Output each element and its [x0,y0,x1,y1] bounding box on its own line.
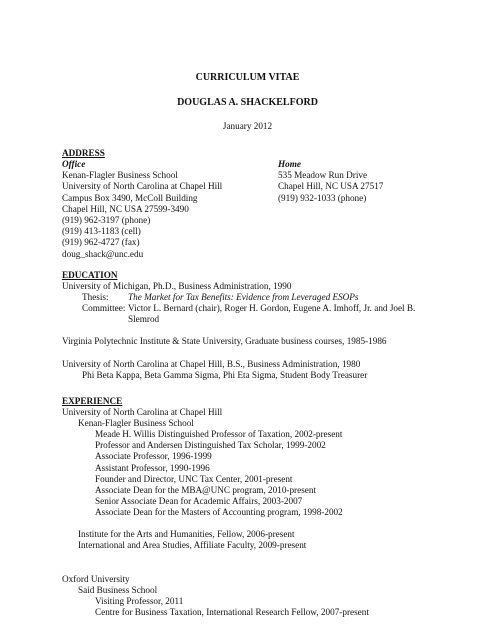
document-date: January 2012 [222,121,273,131]
office-line: (919) 962-3197 (phone) [62,214,151,225]
list-item: Institute for the Arts and Humanities, Fellow, 2006-present [78,529,295,539]
list-item: Professor and Andersen Distinguished Tax Scholar, 1999-2002 [95,440,326,451]
address-heading: ADDRESS [62,148,105,158]
committee-members-cont: Slemrod [128,314,160,324]
list-item: Associate Dean for the Masters of Accounting program, 1998-2002 [95,507,343,518]
home-line: Chapel Hill, NC USA 27517 [278,181,384,192]
oxford-roles-list [95,596,369,618]
experience-unc: University of North Carolina at Chapel Hill [62,407,223,417]
education-heading: EDUCATION [62,270,118,280]
office-address-block [62,159,222,260]
document-title: CURRICULUM VITAE [195,72,300,83]
other-unc-roles [78,529,306,551]
home-label: Home [278,159,301,169]
office-line: (919) 962-4727 (fax) [62,237,140,248]
office-line: Chapel Hill, NC USA 27599-3490 [62,203,189,214]
list-item: Associate Professor, 1996-1999 [95,451,212,462]
thesis-label: Thesis: [82,292,109,302]
office-line: Kenan-Flagler Business School [62,170,178,181]
experience-said: Said Business School [78,585,158,595]
list-item: Meade H. Willis Distinguished Professor of Taxation, 2002-present [95,429,343,439]
experience-kenan: Kenan-Flagler Business School [78,418,194,428]
list-item: Assistant Professor, 1990-1996 [95,462,210,473]
home-line: (919) 932-1033 (phone) [278,192,367,203]
kenan-roles-list [95,429,343,519]
office-line: (919) 413-1183 (cell) [62,226,141,237]
list-item: Senior Associate Dean for Academic Affairs, 2003-2007 [95,496,303,507]
office-label: Office [62,159,86,169]
home-address-block [278,159,383,204]
list-item: Founder and Director, UNC Tax Center, 2001-present [95,473,293,484]
office-email: doug_shack@unc.edu [62,248,144,259]
education-michigan: University of Michigan, Ph.D., Business Administration, 1990 [62,281,292,291]
office-line: Campus Box 3490, McColl Building [62,192,198,203]
author-name: DOUGLAS A. SHACKELFORD [177,97,318,108]
education-unc: University of North Carolina at Chapel Hill, B.S., Business Administration, 1980 [62,359,361,369]
list-item: Associate Dean for the MBA@UNC program, 2010-present [95,484,316,495]
thesis-title: The Market for Tax Benefits: Evidence from Leveraged ESOPs [128,292,359,302]
home-line: 535 Meadow Run Drive [278,170,368,181]
list-item: Visiting Professor, 2011 [95,596,184,606]
office-line: University of North Carolina at Chapel Hill [62,181,223,192]
education-honors: Phi Beta Kappa, Beta Gamma Sigma, Phi Eta Sigma, Student Body Treasurer [82,370,368,380]
experience-oxford: Oxford University [62,574,130,584]
education-virginia: Virginia Polytechnic Institute & State University, Graduate business courses, 1985-1986 [62,336,387,346]
list-item: Centre for Business Taxation, International Research Fellow, 2007-present [95,607,369,618]
experience-heading: EXPERIENCE [62,396,123,406]
committee-label: Committee: [82,303,126,313]
committee-members: Victor L. Bernard (chair), Roger H. Gordon, Eugene A. Imhoff, Jr. and Joel B. [128,303,416,313]
list-item: International and Area Studies, Affiliate Faculty, 2009-present [78,540,307,551]
